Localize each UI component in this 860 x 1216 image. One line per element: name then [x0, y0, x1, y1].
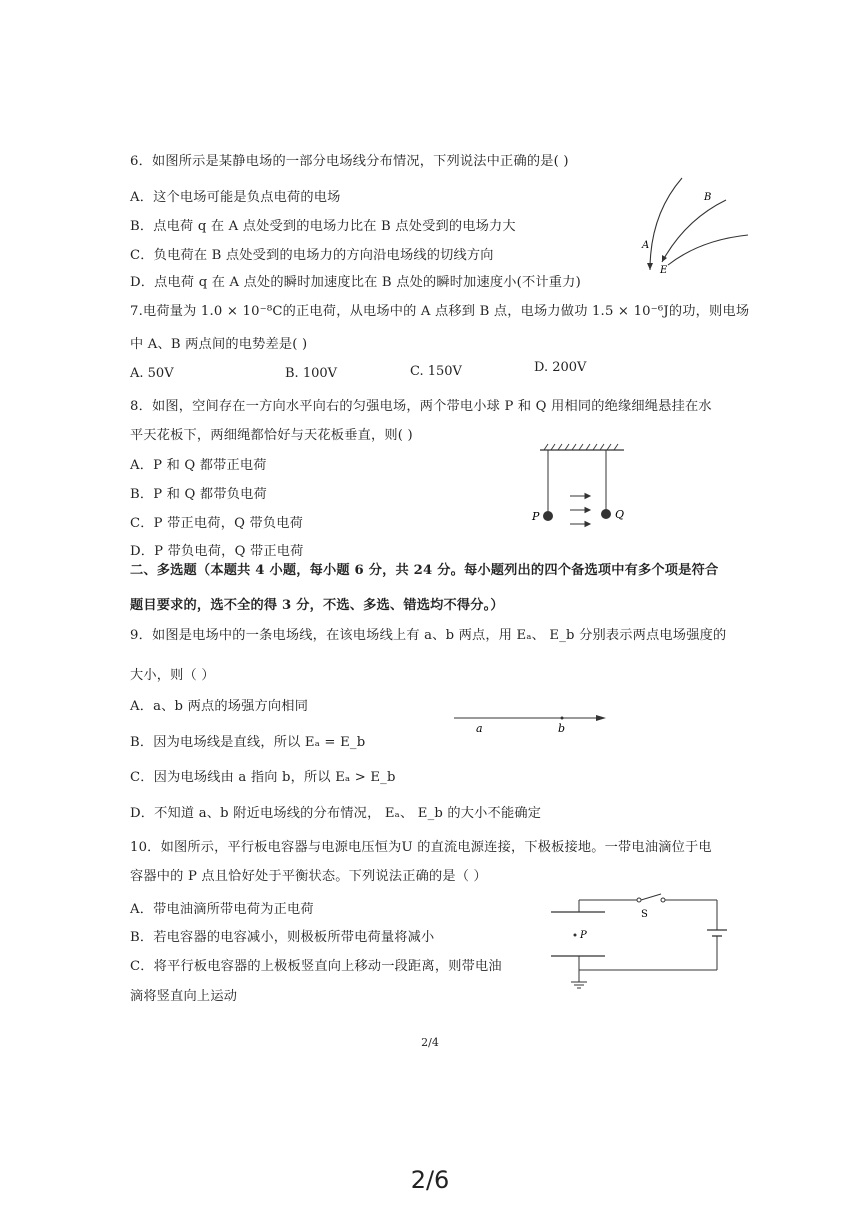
- q9-option-a: A．a、b 两点的场强方向相同: [130, 699, 309, 714]
- q7-option-b: B. 100V: [285, 366, 338, 381]
- q6-option-d: D．点电荷 q 在 A 点处的瞬时加速度比在 B 点处的瞬时加速度小(不计重力): [130, 275, 581, 290]
- q7-stem-line1: 7.电荷量为 1.0 × 10⁻⁸C的正电荷，从电场中的 A 点移到 B 点，电场力做功 1.5 × 10⁻⁶J的功，则电场: [130, 304, 750, 319]
- q10-capacitor-circuit-figure: [545, 890, 745, 990]
- q6-stem: 6．如图所示是某静电场的一部分电场线分布情况，下列说法中正确的是( ): [130, 154, 569, 169]
- q6-fig-label-a: A: [642, 240, 650, 251]
- q10-option-b: B．若电容器的电容减小，则极板所带电荷量将减小: [130, 930, 435, 945]
- page-number: 2/6: [410, 1166, 450, 1194]
- q9-stem-line1: 9．如图是电场中的一条电场线，在该电场线上有 a、b 两点，用 Eₐ、 E_b 分别表示两点电场强度的: [130, 628, 727, 643]
- q10-option-a: A．带电油滴所带电荷为正电荷: [130, 902, 314, 917]
- q10-fig-label-p: P: [580, 930, 587, 941]
- q8-option-c: C．P 带正电荷，Q 带负电荷: [130, 516, 304, 531]
- q10-option-c-line1: C．将平行板电容器的上极板竖直向上移动一段距离，则带电油: [130, 959, 502, 974]
- q10-stem-line1: 10．如图所示，平行板电容器与电源电压恒为U 的直流电源连接，下极板接地。一带电油滴位于电: [130, 840, 712, 855]
- q6-fig-label-e: E: [660, 265, 668, 276]
- q8-hanging-charges-figure: [528, 440, 638, 530]
- q6-fig-label-b: B: [704, 192, 712, 203]
- q7-option-c: C. 150V: [410, 364, 462, 379]
- q6-option-a: A．这个电场可能是负点电荷的电场: [130, 190, 341, 205]
- q9-field-line-figure: [450, 708, 610, 736]
- q8-option-b: B．P 和 Q 都带负电荷: [130, 487, 267, 502]
- q7-stem-line2: 中 A、B 两点间的电势差是( ): [130, 337, 308, 352]
- q10-stem-line2: 容器中的 P 点且恰好处于平衡状态。下列说法正确的是（ ）: [130, 869, 487, 884]
- inner-page-number: 2/4: [421, 1036, 439, 1049]
- q6-option-b: B．点电荷 q 在 A 点处受到的电场力比在 B 点处受到的电场力大: [130, 219, 516, 234]
- q8-option-a: A．P 和 Q 都带正电荷: [130, 458, 267, 473]
- q9-fig-label-b: b: [558, 722, 566, 735]
- q7-option-a: A. 50V: [130, 366, 174, 381]
- q8-fig-label-p: P: [532, 510, 540, 523]
- q8-fig-label-q: Q: [615, 508, 625, 521]
- q9-fig-label-a: a: [476, 722, 483, 735]
- q9-option-b: B．因为电场线是直线，所以 Eₐ = E_b: [130, 735, 366, 750]
- q6-option-c: C．负电荷在 B 点处受到的电场力的方向沿电场线的切线方向: [130, 248, 494, 263]
- q7-option-d: D. 200V: [534, 360, 587, 375]
- q8-stem-line2: 平天花板下，两细绳都恰好与天花板垂直，则( ): [130, 428, 413, 443]
- section2-heading-line1: 二、多选题（本题共 4 小题，每小题 6 分，共 24 分。每小题列出的四个备选项中有多个项是符合: [130, 563, 719, 578]
- q10-fig-label-s: S: [641, 909, 648, 920]
- q8-stem-line1: 8．如图，空间存在一方向水平向右的匀强电场，两个带电小球 P 和 Q 用相同的绝缘细绳悬挂在水: [130, 399, 712, 414]
- q8-option-d: D．P 带负电荷，Q 带正电荷: [130, 544, 304, 559]
- q6-field-line-figure: [630, 170, 760, 280]
- section2-heading-line2: 题目要求的，选不全的得 3 分，不选、多选、错选均不得分。）: [130, 598, 504, 613]
- q10-option-c-line2: 滴将竖直向上运动: [130, 989, 238, 1004]
- q9-option-d: D．不知道 a、b 附近电场线的分布情况， Eₐ、 E_b 的大小不能确定: [130, 806, 542, 821]
- q9-option-c: C．因为电场线由 a 指向 b，所以 Eₐ > E_b: [130, 770, 396, 785]
- q9-stem-line2: 大小，则（ ）: [130, 668, 215, 683]
